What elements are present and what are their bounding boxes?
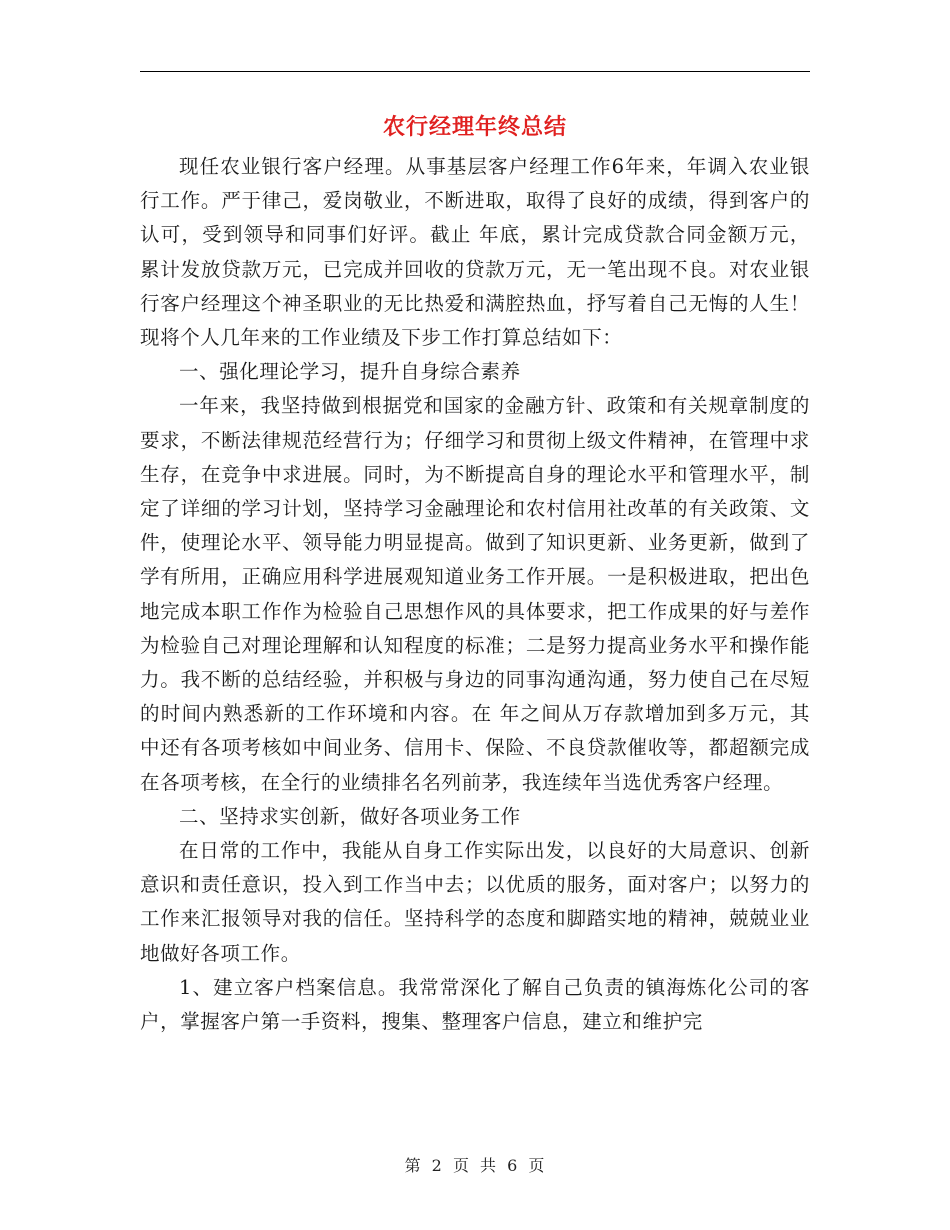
- document-body: [140, 150, 810, 1039]
- paragraph-intro: 现任农业银行客户经理。从事基层客户经理工作6年来，年调入农业银行工作。严于律己，爱岗敬业，不断进取，取得了良好的成绩，得到客户的认可，受到领导和同事们好评。截止 年底，累计完成贷款合同金额万元，累计发放贷款万元，已完成并回收的贷款万元，无一笔出现不良。对农业银行客户经理这个神圣职业的无比热爱和满腔热血，抒写着自己无悔的人生！现将个人几年来的工作业绩及下步工作打算总结如下：: [140, 155, 810, 350]
- paragraph-customer-archive: 1、建立客户档案信息。我常常深化了解自己负责的镇海炼化公司的客户，掌握客户第一手资料，搜集、整理客户信息，建立和维护完: [140, 975, 810, 1034]
- section-heading-1: 一、强化理论学习，提升自身综合素养: [179, 360, 521, 384]
- section-heading-2: 二、坚持求实创新，做好各项业务工作: [179, 804, 521, 828]
- paragraph-theory-study: 一年来，我坚持做到根据党和国家的金融方针、政策和有关规章制度的要求，不断法律规范经营行为；仔细学习和贯彻上级文件精神，在管理中求生存，在竞争中求进展。同时，为不断提高自身的理论水平和管理水平，制定了详细的学习计划，坚持学习金融理论和农村信用社改革的有关政策、文件，使理论水平、领导能力明显提高。做到了知识更新、业务更新，做到了学有所用，正确应用科学进展观知道业务工作开展。一是积极进取，把出色地完成本职工作作为检验自己思想作风的具体要求，把工作成果的好与差作为检验自己对理论理解和认知程度的标准；二是努力提高业务水平和操作能力。我不断的总结经验，并积极与身边的同事沟通沟通，努力使自己在尽短的时间内熟悉新的工作环境和内容。在 年之间从万存款增加到多万元，其中还有各项考核如中间业务、信用卡、保险、不良贷款催收等，都超额完成在各项考核，在全行的业绩排名名列前茅，我连续年当选优秀客户经理。: [140, 394, 810, 794]
- document-title: 农行经理年终总结: [382, 114, 567, 140]
- header-rule: [140, 71, 810, 72]
- page-number: 第 2 页 共 6 页: [404, 1156, 546, 1175]
- paragraph-daily-work: 在日常的工作中，我能从自身工作实际出发，以良好的大局意识、创新意识和责任意识，投入到工作当中去；以优质的服务，面对客户；以努力的工作来汇报领导对我的信任。坚持科学的态度和脚踏实地的精神，兢兢业业地做好各项工作。: [140, 839, 810, 965]
